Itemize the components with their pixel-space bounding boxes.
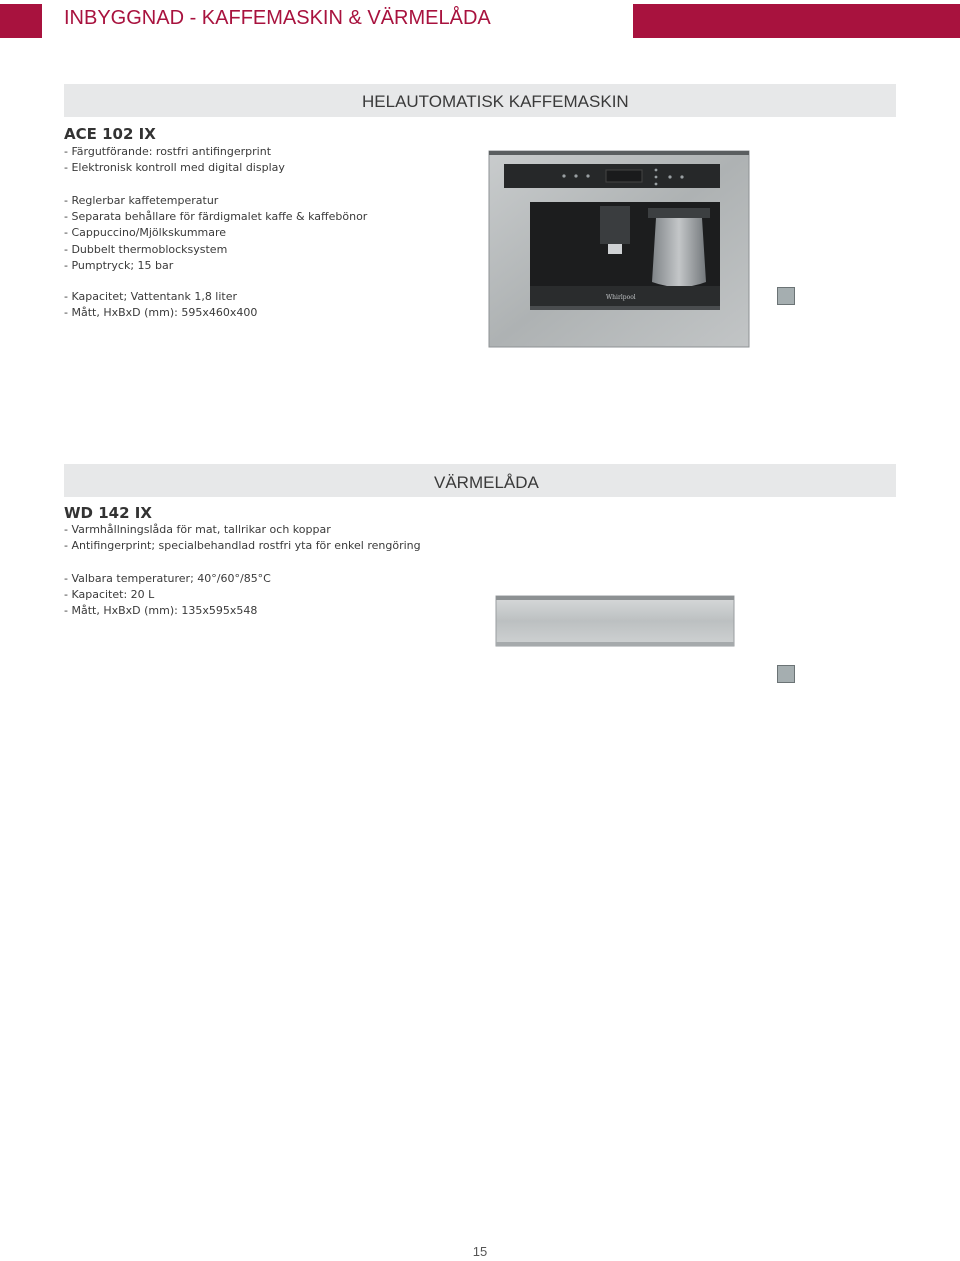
feature-item: - Cappuccino/Mjölkskummare xyxy=(64,226,227,240)
feature-item: - Elektronisk kontroll med digital display xyxy=(64,161,285,175)
feature-list-drawer-1 xyxy=(64,522,421,554)
feature-item: - Valbara temperaturer; 40°/60°/85°C xyxy=(64,572,271,585)
page-title: INBYGGNAD - KAFFEMASKIN & VÄRMELÅDA xyxy=(64,7,491,29)
feature-item: - Varmhållningslåda för mat, tallrikar och koppar xyxy=(64,523,331,536)
feature-list-drawer-2 xyxy=(64,571,271,620)
warming-drawer-image xyxy=(490,588,742,650)
feature-item: - Antifingerprint; specialbehandlad rostfri yta för enkel rengöring xyxy=(64,539,421,553)
model-name-coffee: ACE 102 IX xyxy=(64,125,156,143)
feature-item: - Pumptryck; 15 bar xyxy=(64,258,174,272)
feature-item: - Kapacitet: 20 L xyxy=(64,588,155,602)
model-name-drawer: WD 142 IX xyxy=(64,504,152,522)
color-swatch-coffee xyxy=(777,287,795,305)
feature-item: - Separata behållare för färdigmalet kaffe & kaffebönor xyxy=(64,210,368,224)
page-number: 15 xyxy=(472,1244,488,1259)
feature-item: - Färgutförande: rostfri antifingerprint xyxy=(64,145,272,158)
color-swatch-drawer xyxy=(777,665,795,683)
feature-list-coffee-1 xyxy=(64,144,285,176)
header-accent-bar-left xyxy=(0,4,42,38)
header-accent-bar-right xyxy=(633,4,960,38)
feature-item: - Reglerbar kaffetemperatur xyxy=(64,194,219,207)
feature-list-coffee-2 xyxy=(64,193,367,274)
feature-item: - Mått, HxBxD (mm): 595x460x400 xyxy=(64,306,258,320)
feature-item: - Dubbelt thermoblocksystem xyxy=(64,242,228,256)
section-heading-coffee: HELAUTOMATISK KAFFEMASKIN xyxy=(362,92,629,111)
feature-item: - Mått, HxBxD (mm): 135x595x548 xyxy=(64,604,258,618)
feature-item: - Kapacitet; Vattentank 1,8 liter xyxy=(64,290,238,303)
feature-list-coffee-3 xyxy=(64,289,257,321)
svg-text:Whirlpool: Whirlpool xyxy=(606,294,636,301)
section-heading-drawer: VÄRMELÅDA xyxy=(434,473,539,492)
coffee-machine-image xyxy=(488,150,750,348)
